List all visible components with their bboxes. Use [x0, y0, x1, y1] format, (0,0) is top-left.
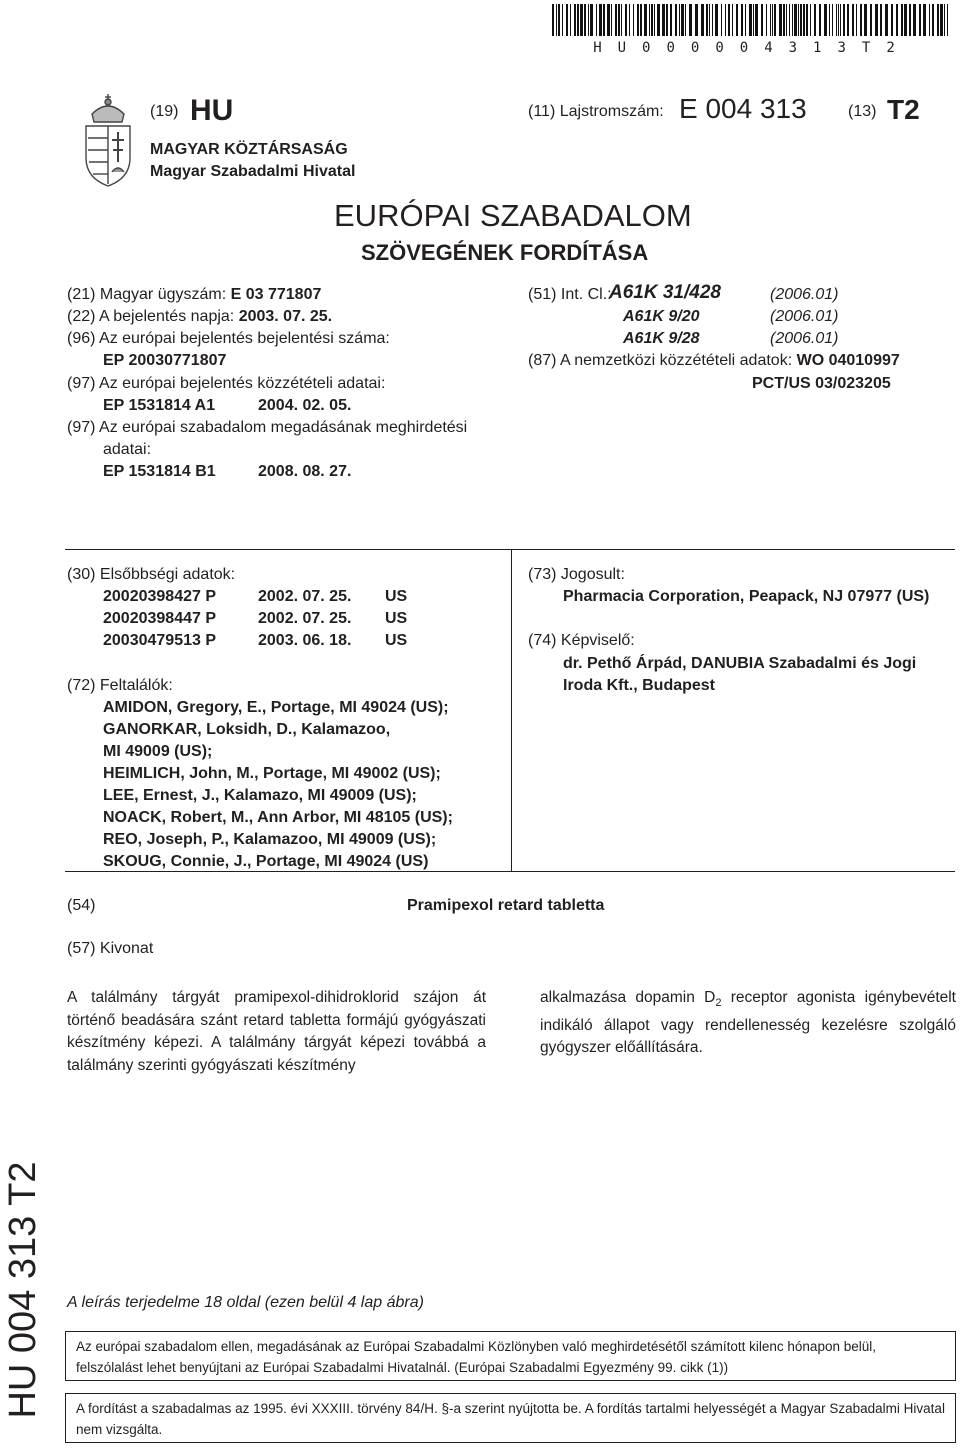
inventor-line: NOACK, Robert, M., Ann Arbor, MI 48105 (US);: [103, 809, 453, 826]
barcode-bar: [794, 4, 797, 36]
barcode-bar: [685, 4, 686, 36]
barcode-bar: [558, 4, 560, 36]
registration-number: E 004 313: [679, 93, 807, 124]
inid-97b-number: EP 1531814 B1: [103, 463, 216, 480]
inventor-line: GANORKAR, Loksidh, D., Kalamazoo,: [103, 721, 391, 738]
barcode-bar: [919, 4, 921, 36]
translation-notice: A fordítást a szabadalmas az 1995. évi XXXIII. törvény 84/H. §-a szerint nyújtotta be. A fordítás tartalmi helyességét a Magyar Szabadalmi Hivatal nem vizsgálta.: [65, 1393, 956, 1443]
barcode-bar: [566, 4, 568, 36]
inid-21-label: (21) Magyar ügyszám:: [67, 286, 227, 303]
barcode-bar: [741, 4, 743, 36]
barcode-bar: [577, 4, 579, 36]
inventor-line: LEE, Ernest, J., Kalamazo, MI 49009 (US);: [103, 787, 417, 804]
barcode-bar: [649, 4, 650, 36]
barcode-bar: [732, 4, 733, 36]
document-subtitle: SZÖVEGÉNEK FORDÍTÁSA: [361, 240, 649, 265]
barcode-bar: [761, 4, 763, 36]
barcode-bar: [947, 4, 948, 36]
barcode-bar: [836, 4, 837, 36]
barcode-bar: [580, 4, 583, 36]
inid-97b-label-cont: adatai:: [103, 441, 152, 458]
barcode-bar: [615, 4, 617, 36]
barcode-bar: [832, 4, 833, 36]
barcode-bar: [689, 4, 692, 36]
inid-22: [67, 308, 332, 326]
inid-22-label: (22) A bejelentés napja:: [67, 308, 235, 325]
barcode-bar: [770, 4, 771, 36]
inid-97b-date: 2008. 08. 27.: [258, 463, 352, 480]
barcode-bar: [901, 4, 903, 36]
barcode-bar: [829, 4, 830, 36]
abstract-right-post: receptor agonista igénybevételt indikáló állapot vagy rendellenesség kezelésre szolgáló gyógyszer előállítására.: [540, 989, 956, 1057]
opposition-notice: Az európai szabadalom ellen, megadásának az Európai Szabadalmi Közlönyben való meghirdetésétől számított kilenc hónapon belül, felszólalást lehet benyújtani az Európai Szabadalmi Hivatalnál. (Európai Szabadalmi Egyezmény 99. cikk (1)): [65, 1331, 956, 1381]
barcode-bar: [940, 4, 943, 36]
barcode-bar: [806, 4, 808, 36]
barcode-bar: [618, 4, 620, 36]
inid-57-label: (57) Kivonat: [67, 940, 154, 957]
patent-holder: Pharmacia Corporation, Peapack, NJ 07977 (US): [563, 588, 930, 605]
inid-74-label: (74) Képviselő:: [528, 632, 635, 649]
barcode-bar: [644, 4, 647, 36]
inid-73-label: (73) Jogosult:: [528, 566, 625, 583]
abstract-right-sub: 2: [715, 997, 722, 1010]
barcode-bar: [896, 4, 898, 36]
barcode-bar: [755, 4, 758, 36]
inid-87-label: (87) A nemzetközi közzétételi adatok:: [528, 352, 793, 369]
barcode-bar: [599, 4, 602, 36]
ipc-class-1: A61K 31/428: [609, 282, 721, 303]
barcode-bar: [870, 4, 872, 36]
inid-96-label: (96) Az európai bejelentés bejelentési száma:: [67, 330, 390, 347]
office-name: Magyar Szabadalmi Hivatal: [150, 163, 356, 180]
barcode-bar: [728, 4, 730, 36]
barcode-bar: [875, 4, 878, 36]
priority-country-3: US: [385, 632, 408, 649]
barcode-bar: [891, 4, 893, 36]
priority-number-1: 20020398427 P: [103, 588, 216, 605]
barcode-bar: [709, 4, 710, 36]
ipc-class-2: A61K 9/20: [623, 308, 700, 325]
barcode: [552, 4, 952, 36]
barcode-bar: [633, 4, 634, 36]
barcode-bar: [840, 4, 841, 36]
barcode-bar: [715, 4, 718, 36]
barcode-bar: [637, 4, 639, 36]
barcode-bar: [745, 4, 746, 36]
inid-11-label: (11) Lajstromszám:: [528, 103, 664, 120]
inid-97a-number: EP 1531814 A1: [103, 397, 216, 414]
abstract-right-pre: alkalmazása dopamin D: [540, 989, 716, 1006]
priority-date-3: 2003. 06. 18.: [258, 632, 352, 649]
inid-30-label: (30) Elsőbbségi adatok:: [67, 566, 236, 583]
section-divider-top: [65, 549, 955, 550]
barcode-bar: [681, 4, 684, 36]
ipc-version-1: (2006.01): [770, 286, 839, 303]
barcode-bar: [904, 4, 907, 36]
inid-72-label: (72) Feltalálók:: [67, 677, 173, 694]
barcode-bar: [570, 4, 571, 36]
barcode-bar: [847, 4, 849, 36]
barcode-bar: [810, 4, 811, 36]
barcode-bar: [574, 4, 576, 36]
inid-87-pct: PCT/US 03/023205: [752, 375, 891, 392]
barcode-bar: [937, 4, 939, 36]
barcode-bar: [640, 4, 642, 36]
kind-code: T2: [887, 94, 920, 125]
column-divider: [511, 549, 512, 871]
barcode-bar: [824, 4, 827, 36]
barcode-bar: [852, 4, 854, 36]
barcode-bar: [843, 4, 845, 36]
barcode-bar: [588, 4, 589, 36]
barcode-bar: [625, 4, 627, 36]
ipc-class-3: A61K 9/28: [623, 330, 700, 347]
barcode-bar: [721, 4, 722, 36]
representative-line-2: Iroda Kft., Budapest: [563, 677, 716, 694]
abstract-text-left: A találmány tárgyát pramipexol-dihidroklorid szájon át történő beadására szánt retard tabletta formájú gyógyászati készítmény képezi. A találmány tárgyát képezi továbbá a találmány szerinti gyógyászati készítmény: [67, 989, 486, 1074]
inid-54: (54): [67, 897, 96, 914]
inventor-line: REO, Joseph, P., Kalamazoo, MI 49009 (US);: [103, 831, 437, 848]
barcode-bar: [932, 4, 934, 36]
barcode-bar: [603, 4, 605, 36]
barcode-bar: [774, 4, 776, 36]
office-country: MAGYAR KÖZTÁRSASÁG: [150, 141, 348, 158]
representative-line-1: dr. Pethő Árpád, DANUBIA Szabadalmi és Jogi: [563, 655, 917, 672]
inid-21: [67, 286, 321, 304]
inventor-line: AMIDON, Gregory, E., Portage, MI 49024 (US);: [103, 699, 449, 716]
barcode-bar: [779, 4, 782, 36]
barcode-bar: [789, 4, 790, 36]
barcode-bar: [929, 4, 930, 36]
invention-title: Pramipexol retard tabletta: [407, 897, 605, 914]
barcode-bar: [798, 4, 799, 36]
barcode-bar: [552, 4, 554, 36]
barcode-bar: [666, 4, 668, 36]
barcode-bar: [670, 4, 672, 36]
barcode-bar: [596, 4, 597, 36]
barcode-bar: [651, 4, 653, 36]
barcode-bar: [856, 4, 857, 36]
barcode-bar: [607, 4, 610, 36]
inid-97b-label: (97) Az európai szabadalom megadásának meghirdetési: [67, 419, 468, 436]
barcode-bar: [880, 4, 882, 36]
abstract-text-right: [540, 987, 956, 1060]
barcode-bar: [772, 4, 773, 36]
inid-21-value: E 03 771807: [230, 286, 322, 303]
inid-13: (13): [848, 103, 877, 120]
barcode-bar: [556, 4, 557, 36]
barcode-bar: [629, 4, 630, 36]
inid-22-value: 2003. 07. 25.: [238, 308, 333, 325]
barcode-bar: [766, 4, 767, 36]
barcode-bar: [736, 4, 738, 36]
priority-number-2: 20020398447 P: [103, 610, 216, 627]
barcode-bar: [675, 4, 677, 36]
barcode-bar: [657, 4, 660, 36]
barcode-bar: [725, 4, 726, 36]
barcode-bar: [712, 4, 713, 36]
priority-date-1: 2002. 07. 25.: [258, 588, 352, 605]
barcode-bar: [783, 4, 785, 36]
priority-country-1: US: [385, 588, 408, 605]
barcode-bar: [909, 4, 911, 36]
ipc-version-2: (2006.01): [770, 308, 839, 325]
inventor-line: MI 49009 (US);: [103, 743, 213, 760]
inventor-line: SKOUG, Connie, J., Portage, MI 49024 (US): [103, 853, 429, 870]
coat-of-arms-icon: [78, 92, 138, 188]
barcode-bar: [786, 4, 787, 36]
barcode-bar: [838, 4, 839, 36]
inid-87: [528, 352, 900, 370]
barcode-bar: [611, 4, 612, 36]
barcode-bar: [584, 4, 586, 36]
barcode-bar: [944, 4, 945, 36]
ipc-version-3: (2006.01): [770, 330, 839, 347]
barcode-bar: [800, 4, 802, 36]
barcode-text: HU000004313T2: [593, 40, 911, 56]
barcode-bar: [814, 4, 816, 36]
inid-51-label: (51) Int. Cl.:: [528, 286, 612, 303]
barcode-bar: [860, 4, 862, 36]
barcode-bar: [701, 4, 704, 36]
inid-87-wo: WO 04010997: [796, 352, 900, 369]
barcode-bar: [803, 4, 805, 36]
barcode-bar: [749, 4, 752, 36]
barcode-bar: [562, 4, 563, 36]
barcode-bar: [913, 4, 916, 36]
inventor-line: HEIMLICH, John, M., Portage, MI 49002 (US);: [103, 765, 441, 782]
priority-number-3: 20030479513 P: [103, 632, 216, 649]
inid-97a-date: 2004. 02. 05.: [258, 397, 352, 414]
barcode-bar: [679, 4, 680, 36]
barcode-bar: [923, 4, 926, 36]
inid-96-value: EP 20030771807: [103, 352, 227, 369]
inid-97a-label: (97) Az európai bejelentés közzétételi adatai:: [67, 375, 386, 392]
priority-country-2: US: [385, 610, 408, 627]
barcode-bar: [621, 4, 622, 36]
barcode-bar: [753, 4, 754, 36]
barcode-bar: [590, 4, 593, 36]
priority-date-2: 2002. 07. 25.: [258, 610, 352, 627]
barcode-bar: [885, 4, 888, 36]
barcode-bar: [792, 4, 793, 36]
barcode-bar: [706, 4, 708, 36]
side-document-number: HU 004 313 T2: [2, 1161, 44, 1419]
barcode-bar: [695, 4, 698, 36]
barcode-bar: [819, 4, 821, 36]
section-divider-bottom: [65, 871, 955, 872]
country-code: HU: [190, 94, 234, 127]
barcode-bar: [654, 4, 655, 36]
document-title: EURÓPAI SZABADALOM: [334, 198, 692, 233]
inid-19: (19): [150, 103, 179, 120]
barcode-bar: [662, 4, 665, 36]
extent-note: A leírás terjedelme 18 oldal (ezen belül 4 lap ábra): [67, 1294, 424, 1311]
barcode-bar: [864, 4, 867, 36]
